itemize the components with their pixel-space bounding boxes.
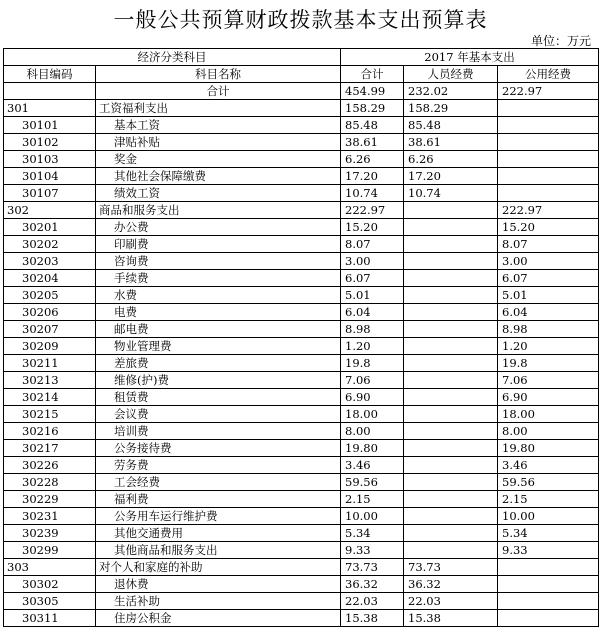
row-code: 30201 [4,219,96,236]
row-code: 302 [4,202,96,219]
row-total: 6.04 [341,304,404,321]
row-total: 8.07 [341,236,404,253]
row-public: 8.07 [498,236,599,253]
row-personnel [404,355,498,372]
row-code: 301 [4,100,96,117]
row-code: 30206 [4,304,96,321]
row-public [498,134,599,151]
row-total: 10.00 [341,508,404,525]
table-row [4,168,599,185]
row-code: 30202 [4,236,96,253]
table-row [4,389,599,406]
row-total: 8.98 [341,321,404,338]
row-code: 30228 [4,474,96,491]
row-name: 其他商品和服务支出 [96,542,341,559]
row-total: 38.61 [341,134,404,151]
header-group-right: 2017 年基本支出 [341,49,599,66]
row-name: 会议费 [96,406,341,423]
row-personnel [404,406,498,423]
row-name: 物业管理费 [96,338,341,355]
row-total: 18.00 [341,406,404,423]
header-public: 公用经费 [498,66,599,83]
row-name: 电费 [96,304,341,321]
row-code: 30205 [4,287,96,304]
row-personnel [404,474,498,491]
row-code: 30302 [4,576,96,593]
row-public [498,168,599,185]
table-row [4,491,599,508]
row-code: 30213 [4,372,96,389]
table-row [4,355,599,372]
row-public: 6.90 [498,389,599,406]
total-personnel: 232.02 [404,83,498,100]
total-row [4,83,599,100]
row-total: 222.97 [341,202,404,219]
row-name: 津贴补贴 [96,134,341,151]
table-row [4,610,599,627]
row-total: 5.01 [341,287,404,304]
row-public [498,576,599,593]
row-name: 邮电费 [96,321,341,338]
row-code: 30226 [4,457,96,474]
row-code: 30203 [4,253,96,270]
row-name: 基本工资 [96,117,341,134]
row-total: 6.07 [341,270,404,287]
row-code: 30231 [4,508,96,525]
row-total: 3.46 [341,457,404,474]
row-personnel [404,508,498,525]
row-public: 2.15 [498,491,599,508]
header-total: 合计 [341,66,404,83]
table-row [4,287,599,304]
row-total: 6.26 [341,151,404,168]
row-code: 30211 [4,355,96,372]
table-row [4,440,599,457]
table-row [4,202,599,219]
row-personnel [404,491,498,508]
table-row [4,576,599,593]
row-total: 73.73 [341,559,404,576]
row-public [498,559,599,576]
row-name: 培训费 [96,423,341,440]
table-row [4,100,599,117]
row-total: 85.48 [341,117,404,134]
row-name: 劳务费 [96,457,341,474]
row-total: 2.15 [341,491,404,508]
row-name: 工会经费 [96,474,341,491]
row-personnel [404,338,498,355]
row-public: 8.98 [498,321,599,338]
row-name: 住房公积金 [96,610,341,627]
row-personnel: 38.61 [404,134,498,151]
table-row [4,253,599,270]
table-row [4,236,599,253]
row-code: 30299 [4,542,96,559]
table-row [4,219,599,236]
header-name: 科目名称 [96,66,341,83]
row-code: 30311 [4,610,96,627]
table-row [4,423,599,440]
row-total: 7.06 [341,372,404,389]
table-row [4,134,599,151]
table-row [4,117,599,134]
row-name: 生活补助 [96,593,341,610]
row-public: 9.33 [498,542,599,559]
table-row [4,457,599,474]
row-total: 15.38 [341,610,404,627]
row-name: 绩效工资 [96,185,341,202]
header-code: 科目编码 [4,66,96,83]
row-public [498,100,599,117]
unit-label: 单位：万元 [530,34,591,48]
row-personnel: 158.29 [404,100,498,117]
row-personnel: 15.38 [404,610,498,627]
row-personnel [404,321,498,338]
row-public: 8.00 [498,423,599,440]
table-row [4,593,599,610]
row-personnel [404,287,498,304]
row-total: 3.00 [341,253,404,270]
row-public: 7.06 [498,372,599,389]
row-code: 303 [4,559,96,576]
row-personnel [404,270,498,287]
table-row [4,304,599,321]
row-code: 30104 [4,168,96,185]
row-personnel: 6.26 [404,151,498,168]
row-total: 1.20 [341,338,404,355]
row-total: 5.34 [341,525,404,542]
row-total: 22.03 [341,593,404,610]
header-column-row [4,66,599,83]
row-personnel [404,236,498,253]
table-row [4,270,599,287]
row-personnel: 73.73 [404,559,498,576]
budget-table [3,48,599,627]
row-public [498,151,599,168]
row-public: 19.80 [498,440,599,457]
row-code: 30103 [4,151,96,168]
row-public: 5.34 [498,525,599,542]
row-code: 30216 [4,423,96,440]
row-name: 咨询费 [96,253,341,270]
row-name: 商品和服务支出 [96,202,341,219]
row-personnel [404,372,498,389]
table-row [4,151,599,168]
table-row [4,559,599,576]
row-public: 3.00 [498,253,599,270]
total-code [4,83,96,100]
row-public: 10.00 [498,508,599,525]
row-public: 59.56 [498,474,599,491]
row-name: 印刷费 [96,236,341,253]
table-row [4,525,599,542]
row-public: 222.97 [498,202,599,219]
row-name: 水费 [96,287,341,304]
table-row [4,321,599,338]
row-name: 福利费 [96,491,341,508]
row-public: 6.04 [498,304,599,321]
row-public: 18.00 [498,406,599,423]
row-name: 对个人和家庭的补助 [96,559,341,576]
row-public: 3.46 [498,457,599,474]
row-personnel: 36.32 [404,576,498,593]
row-total: 158.29 [341,100,404,117]
row-public: 5.01 [498,287,599,304]
row-personnel [404,525,498,542]
row-personnel [404,423,498,440]
row-name: 公务用车运行维护费 [96,508,341,525]
row-public [498,185,599,202]
row-name: 工资福利支出 [96,100,341,117]
row-public: 1.20 [498,338,599,355]
table-row [4,372,599,389]
row-total: 10.74 [341,185,404,202]
row-name: 手续费 [96,270,341,287]
row-code: 30204 [4,270,96,287]
row-personnel [404,304,498,321]
row-code: 30101 [4,117,96,134]
table-row [4,406,599,423]
row-code: 30207 [4,321,96,338]
row-total: 19.80 [341,440,404,457]
total-total: 454.99 [341,83,404,100]
table-row [4,338,599,355]
row-public: 6.07 [498,270,599,287]
row-total: 9.33 [341,542,404,559]
row-public: 19.8 [498,355,599,372]
row-personnel [404,202,498,219]
row-total: 6.90 [341,389,404,406]
header-personnel: 人员经费 [404,66,498,83]
row-code: 30214 [4,389,96,406]
row-code: 30305 [4,593,96,610]
row-code: 30107 [4,185,96,202]
header-group-left: 经济分类科目 [4,49,341,66]
row-name: 差旅费 [96,355,341,372]
table-row [4,474,599,491]
row-name: 奖金 [96,151,341,168]
row-personnel [404,457,498,474]
row-public [498,593,599,610]
table-row [4,185,599,202]
row-code: 30209 [4,338,96,355]
row-name: 退休费 [96,576,341,593]
row-name: 维修(护)费 [96,372,341,389]
total-label: 合计 [96,83,341,100]
row-personnel [404,253,498,270]
row-personnel [404,440,498,457]
row-personnel [404,219,498,236]
header-group-row [4,49,599,66]
row-name: 其他社会保障缴费 [96,168,341,185]
row-name: 公务接待费 [96,440,341,457]
row-code: 30239 [4,525,96,542]
row-name: 其他交通费用 [96,525,341,542]
row-code: 30102 [4,134,96,151]
row-personnel: 10.74 [404,185,498,202]
row-personnel: 17.20 [404,168,498,185]
row-name: 租赁费 [96,389,341,406]
total-public: 222.97 [498,83,599,100]
row-code: 30217 [4,440,96,457]
row-total: 8.00 [341,423,404,440]
page-title: 一般公共预算财政拨款基本支出预算表 [113,8,488,32]
row-total: 36.32 [341,576,404,593]
table-row [4,542,599,559]
row-personnel: 22.03 [404,593,498,610]
row-total: 15.20 [341,219,404,236]
row-public [498,610,599,627]
row-public: 15.20 [498,219,599,236]
row-public [498,117,599,134]
row-code: 30229 [4,491,96,508]
row-code: 30215 [4,406,96,423]
row-personnel: 85.48 [404,117,498,134]
row-personnel [404,389,498,406]
row-total: 17.20 [341,168,404,185]
row-name: 办公费 [96,219,341,236]
row-personnel [404,542,498,559]
table-row [4,508,599,525]
row-total: 59.56 [341,474,404,491]
row-total: 19.8 [341,355,404,372]
